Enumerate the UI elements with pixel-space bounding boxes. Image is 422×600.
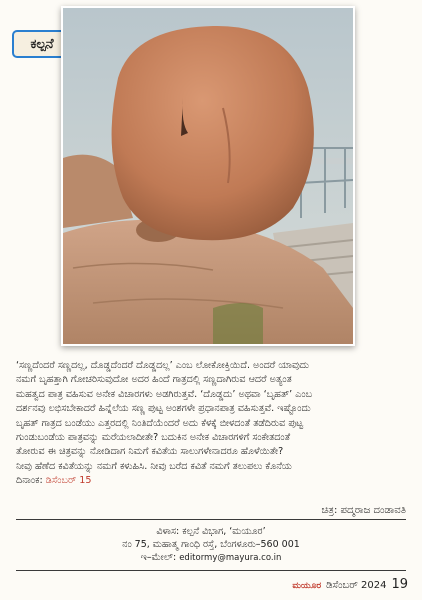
address-line-1: ವಿಳಾಸ: ಕಲ್ಪನೆ ವಿಭಾಗ, ‘ಮಯೂರ’ (156, 526, 266, 537)
body-line: ತೋರುವ ಈ ಚಿತ್ರವನ್ನು ನೋಡಿದಾಗ ನಿಮಗೆ ಕವಿತೆಯ ಸಾಲುಗಳೇನಾದರೂ ಹೊಳೆಯಿತೇ? (16, 446, 284, 458)
email-label: ಇ–ಮೇಲ್: (140, 552, 177, 563)
body-line: ‘ಸಣ್ಣದೆಂದರೆ ಸಣ್ಣದಲ್ಲ, ದೊಡ್ಡದೆಂದರೆ ದೊಡ್ಡದಲ್ಲ’ ಎಂಬ ಲೋಕೋಕ್ತಿಯಿದೆ. ಅಂದರೆ ಯಾವುದು (16, 360, 310, 371)
page-number: 19 (391, 577, 408, 592)
magazine-name: ಮಯೂರ (292, 581, 322, 591)
email-line (0, 551, 422, 565)
address-divider-bottom (16, 570, 406, 571)
page-footer (292, 577, 408, 592)
address-line-2: ನಂ 75, ಮಹಾತ್ಮ ಗಾಂಧಿ ರಸ್ತೆ, ಬೆಂಗಳೂರು–560 001 (122, 539, 300, 550)
body-line: ದರ್ಶನವು ಲಭಿಸಬೇಕಾದರೆ ಹಿನ್ನೆಲೆಯ ಸಣ್ಣ ಪುಟ್ಟ ಅಂಶಗಳೇ ಪ್ರಧಾನಪಾತ್ರ ವಹಿಸುತ್ತವೆ. ಇಷ್ಟೊಂದು (16, 403, 311, 415)
deadline-line (16, 474, 408, 488)
issue-date: ಡಿಸೆಂಬರ್ 2024 (326, 580, 387, 591)
boulder-photo (61, 6, 355, 346)
section-tag: ಕಲ್ಪನೆ (12, 30, 72, 58)
body-line: ಬೃಹತ್ ಗಾತ್ರದ ಬಂಡೆಯು ಎತ್ತರದಲ್ಲಿ ನಿಂತಿದೆಯೆಂದರೆ ಅದು ಕೆಳಕ್ಕೆ ಬೀಳದಂತೆ ತಡೆದಿರುವ ಪುಟ್ಟ (16, 417, 304, 429)
photo-credit: ಚಿತ್ರ: ಪದ್ಮರಾಜ ದಂಡಾವತಿ (321, 505, 406, 516)
boulder-photo-image (63, 8, 353, 344)
contact-address (0, 525, 422, 565)
body-line: ನೀವು ಹೆಣೆದ ಕವಿತೆಯನ್ನು ನಮಗೆ ಕಳುಹಿಸಿ. ನೀವು ಬರೆದ ಕವಿತೆ ನಮಗೆ ತಲುಪಲು ಕೊನೆಯ (16, 460, 292, 472)
deadline-value: ಡಿಸೆಂಬರ್ 15 (45, 475, 92, 487)
deadline-label: ದಿನಾಂಕ: (16, 475, 43, 487)
body-line: ಗುಂಡುಬಂಡೆಯ ಪಾತ್ರವನ್ನು ಮರೆಯಲಾದೀತೇ? ಬದುಕಿನ ಅನೇಕ ವಿಚಾರಗಳಿಗೆ ಸಂಕೇತದಂತೆ (16, 432, 291, 444)
email-link[interactable]: editormy@mayura.co.in (179, 553, 282, 563)
body-paragraph (16, 359, 408, 489)
body-line: ನಮಗೆ ಬೃಹತ್ತಾಗಿ ಗೋಚರಿಸುವುದೋ ಅದರ ಹಿಂದೆ ಗಾತ್ರದಲ್ಲಿ ಸಣ್ಣದಾಗಿರುವ ಆದರೆ ಅತ್ಯಂತ (16, 374, 292, 386)
address-divider-top (16, 519, 406, 520)
body-line: ಮಹತ್ವದ ಪಾತ್ರ ವಹಿಸುವ ಅನೇಕ ವಿಚಾರಗಳು ಅಡಗಿರುತ್ತವೆ. ‘ದೊಡ್ಡದು’ ಅಥವಾ ‘ಬೃಹತ್’ ಎಂಬ (16, 388, 313, 400)
